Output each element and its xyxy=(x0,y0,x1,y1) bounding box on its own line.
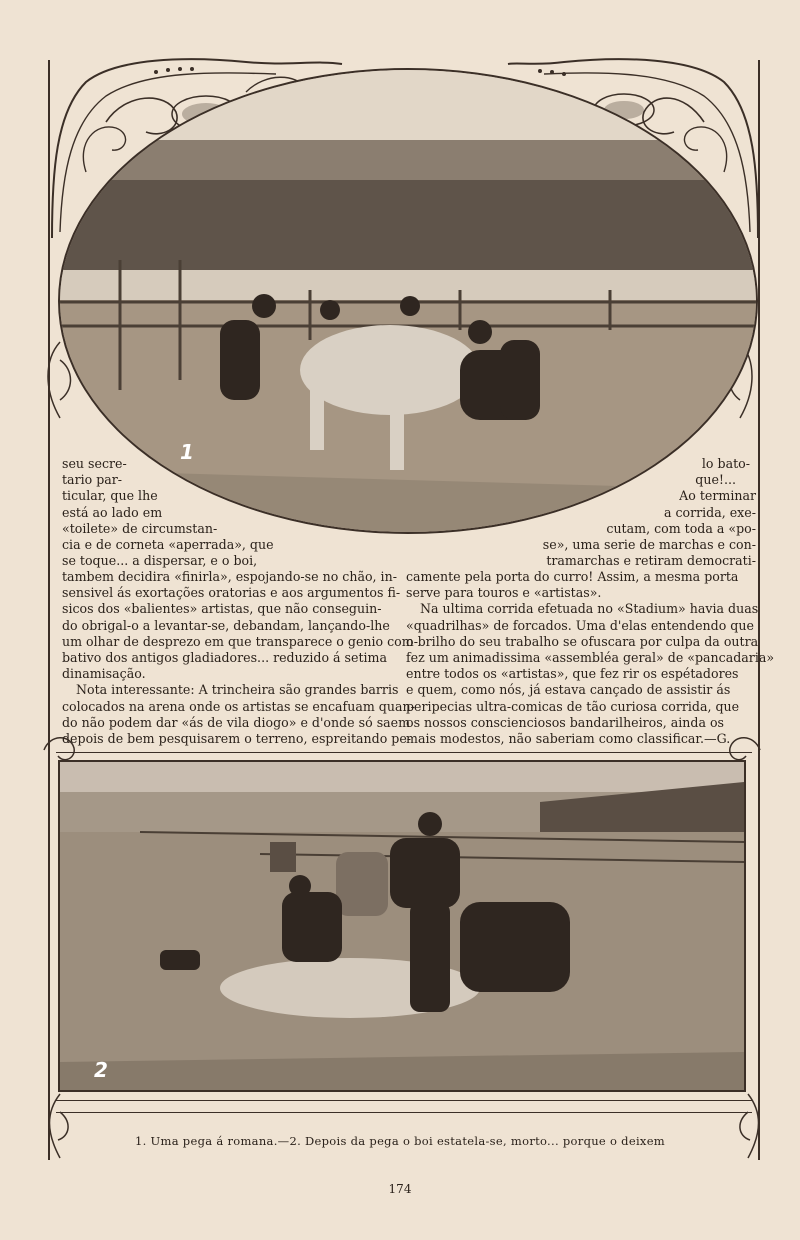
ornament-bottom-left xyxy=(40,1092,80,1162)
right-line: o brilho do seu trabalho se ofuscara por culpa da outra xyxy=(406,633,759,649)
left-line: depois de bem pesquisarem o terreno, espreitando pe- xyxy=(62,731,412,747)
right-line: fez um animadissima «assembléa geral» de «pancadaria» xyxy=(406,650,775,666)
left-top-line: tario par- xyxy=(62,472,123,488)
left-line: Nota interessante: A trincheira são grandes barris xyxy=(76,682,399,698)
right-line: mais modestos, não saberiam como classificar.—G. xyxy=(406,731,731,747)
left-top-line: está ao lado em xyxy=(62,504,163,520)
ornament-bottom-right xyxy=(728,1092,768,1162)
page-number: 174 xyxy=(388,1182,412,1196)
divider-bottom-2 xyxy=(56,1112,752,1113)
left-line: colocados na arena onde os artistas se encafuam quan- xyxy=(62,698,415,714)
right-top-line: a corrida, exe- xyxy=(663,504,756,520)
right-line: e quem, como nós, já estava cançado de assistir ás xyxy=(406,682,731,698)
right-line: os nossos conscienciosos bandarilheiros, ainda os xyxy=(406,714,724,730)
right-line: «quadrilhas» de forcados. Uma d'elas entendendo que xyxy=(406,617,754,633)
photo-bull-down xyxy=(58,760,746,1092)
right-bottom-text xyxy=(406,569,775,747)
right-line: camente pela porta do curro! Assim, a mesma porta xyxy=(406,569,739,584)
right-line: serve para touros e «artistas». xyxy=(406,585,602,601)
photo-2-scene xyxy=(60,762,744,1090)
left-top-line: «toilete» de circumstan- xyxy=(62,520,218,536)
left-top-text xyxy=(62,456,342,569)
divider-bottom xyxy=(56,1100,752,1101)
left-line: bativo dos antigos gladiadores... reduzido á setima xyxy=(62,650,387,666)
left-line: sensivel ás exortações oratorias e aos argumentos fi- xyxy=(62,585,401,601)
left-line: sicos dos «balientes» artistas, que não conseguin- xyxy=(62,601,382,617)
right-top-line: que!... xyxy=(695,472,736,488)
left-top-line: seu secre- xyxy=(62,456,127,471)
figure-caption: 1. Uma pega á romana.—2. Depois da pega o boi estatela-se, morto... porque o deixem xyxy=(134,1134,666,1148)
left-top-line: ticular, que lhe xyxy=(62,488,158,504)
left-line: um olhar de desprezo em que transparece o genio com- xyxy=(62,633,418,649)
left-line: do obrigal-o a levantar-se, debandam, lançando-lhe xyxy=(62,617,390,633)
divider-top xyxy=(56,752,752,753)
right-top-line: cutam, com toda a «po- xyxy=(606,520,756,536)
right-top-line: se», uma serie de marchas e con- xyxy=(542,537,756,553)
right-line: Na ultima corrida efetuada no «Stadium» havia duas xyxy=(420,601,759,617)
left-line: dinamisação. xyxy=(62,666,146,682)
right-top-line: Ao terminar xyxy=(679,488,756,504)
left-top-line: cia e de corneta «aperrada», que xyxy=(62,537,274,553)
left-line: do não podem dar «ás de vila diogo» e d'onde só saem xyxy=(62,714,411,730)
photo-2-number: 2 xyxy=(94,1058,108,1082)
right-line: peripecias ultra-comicas de tão curiosa corrida, que xyxy=(406,698,740,714)
right-top-text xyxy=(520,456,756,569)
left-bottom-text xyxy=(62,569,418,747)
left-top-line: se toque... a dispersar, e o boi, xyxy=(62,553,258,569)
left-line: tambem decidira «finirla», espojando-se no chão, in- xyxy=(62,569,397,584)
photo-1-number: 1 xyxy=(180,440,194,464)
right-top-line: tramarchas e retiram democrati- xyxy=(546,553,756,569)
right-top-line: lo bato- xyxy=(701,456,750,471)
right-line: entre todos os «artistas», que fez rir os espétadores xyxy=(406,666,739,682)
